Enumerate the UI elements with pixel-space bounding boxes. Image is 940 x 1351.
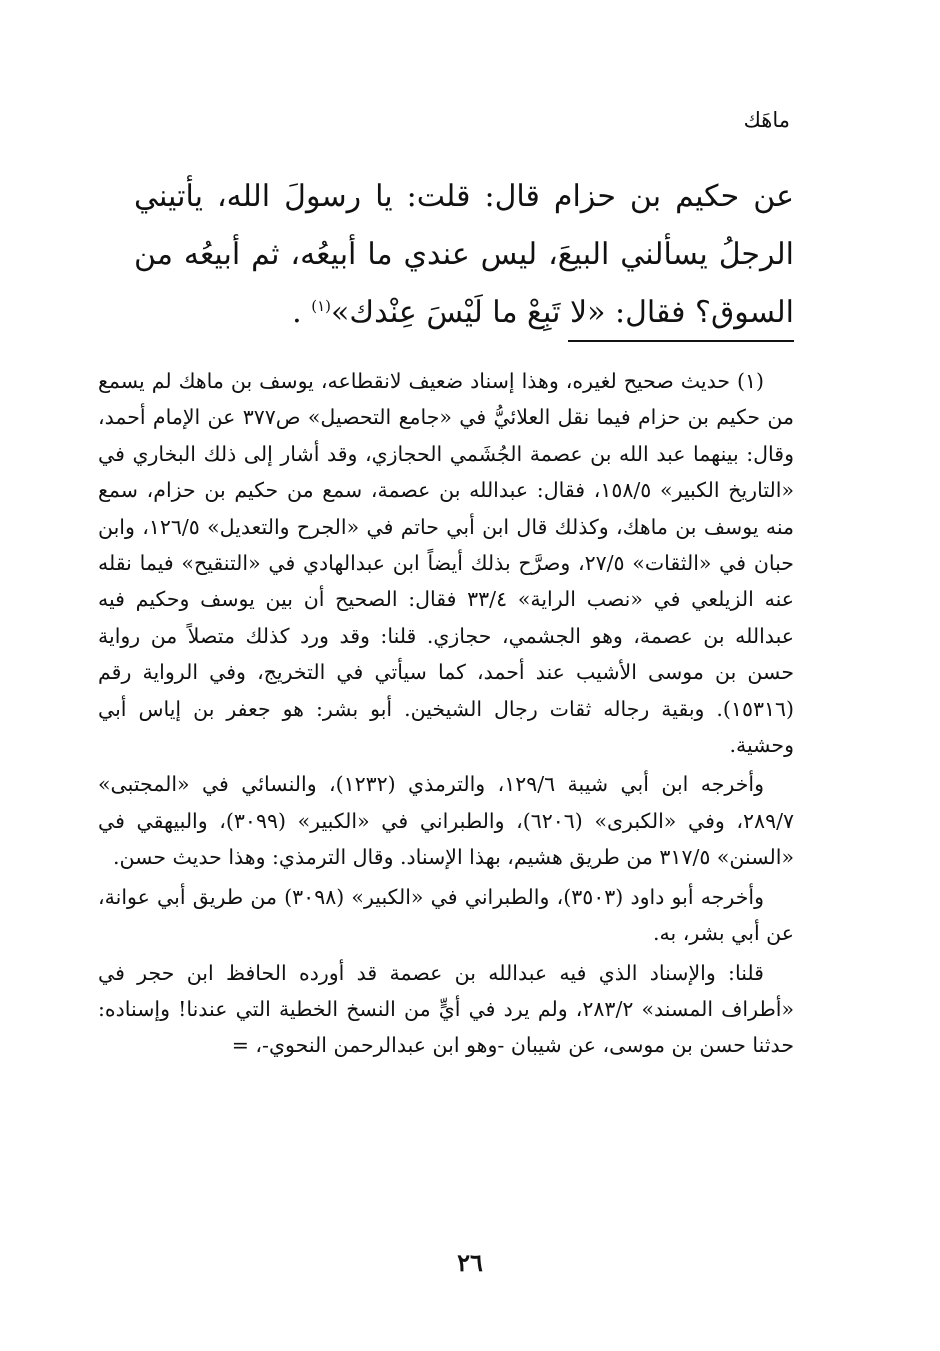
footnotes xyxy=(98,363,794,1067)
page-number: ٢٦ xyxy=(457,1248,483,1277)
footnote-paragraph: وأخرجه أبو داود (٣٥٠٣)، والطبراني في «الكبير» (٣٠٩٨) من طريق أبي عوانة، عن أبي بشر، به. xyxy=(98,884,794,946)
footnote-paragraph: (١) حديث صحيح لغيره، وهذا إسناد ضعيف لانقطاعه، يوسف بن ماهك لم يسمع من حكيم بن حزام فيما نقل العلائيُّ في «جامع التحصيل» ص٣٧٧ عن الإمام أحمد، وقال: بينهما عبد الله بن عصمة الجُشَمي الحجازي، وقد أشار إلى ذلك البخاري في «التاريخ الكبير» ١٥٨/٥، فقال: عبدالله بن عصمة، سمع من حكيم بن حزام، سمع منه يوسف بن ماهك، وكذلك قال ابن أبي حاتم في «الجرح والتعديل» ١٢٦/٥، وابن حبان في «الثقات» ٢٧/٥، وصرَّح بذلك أيضاً ابن عبدالهادي في «التنقيح» فيما نقله عنه الزيلعي في «نصب الراية» ٣٣/٤ فقال: الصحيح أن بين يوسف وحكيم فيه عبدالله بن عصمة، وهو الجشمي، حجازي. قلنا: وقد ورد كذلك متصلاً من رواية حسن بن موسى الأشيب عند أحمد، كما سيأتي في التخريج، وفي الرواية رقم (١٥٣١٦). وبقية رجاله ثقات رجال الشيخين. أبو بشر: هو جعفر بن إياس أبي وحشية. xyxy=(98,369,795,758)
footnote-separator xyxy=(568,340,794,342)
hadith-end: . xyxy=(292,295,312,330)
footnote-reference: (١) xyxy=(311,297,332,315)
footnote-paragraph: قلنا: والإسناد الذي فيه عبدالله بن عصمة قد أورده الحافظ ابن حجر في «أطراف المسند» ٢٨٣/٢، ولم يرد في أيٍّ من النسخ الخطية التي عندنا! وإسناده: حدثنا حسن بن موسى، عن شيبان -وهو ابن عبدالرحمن النحوي-، = xyxy=(98,960,794,1058)
footnote-paragraph: وأخرجه ابن أبي شيبة ١٢٩/٦، والترمذي (١٢٣٢)، والنسائي في «المجتبى» ٢٨٩/٧، وفي «الكبرى» (٦٢٠٦)، والطبراني في «الكبير» (٣٠٩٩)، والبيهقي في «السنن» ٣١٧/٥ من طريق هشيم، بهذا الإسناد. وقال الترمذي: وهذا حديث حسن. xyxy=(98,772,794,870)
running-header: ماهَك xyxy=(743,108,790,132)
hadith-text xyxy=(134,168,794,342)
hadith-body: عن حكيم بن حزام قال: قلت: يا رسولَ الله، يأتيني الرجلُ يسألني البيعَ، ليس عندي ما أبيعُه، ثم أبيعُه من السوق؟ فقال: «لا تَبِعْ ما لَيْسَ عِنْدك» xyxy=(134,179,794,330)
